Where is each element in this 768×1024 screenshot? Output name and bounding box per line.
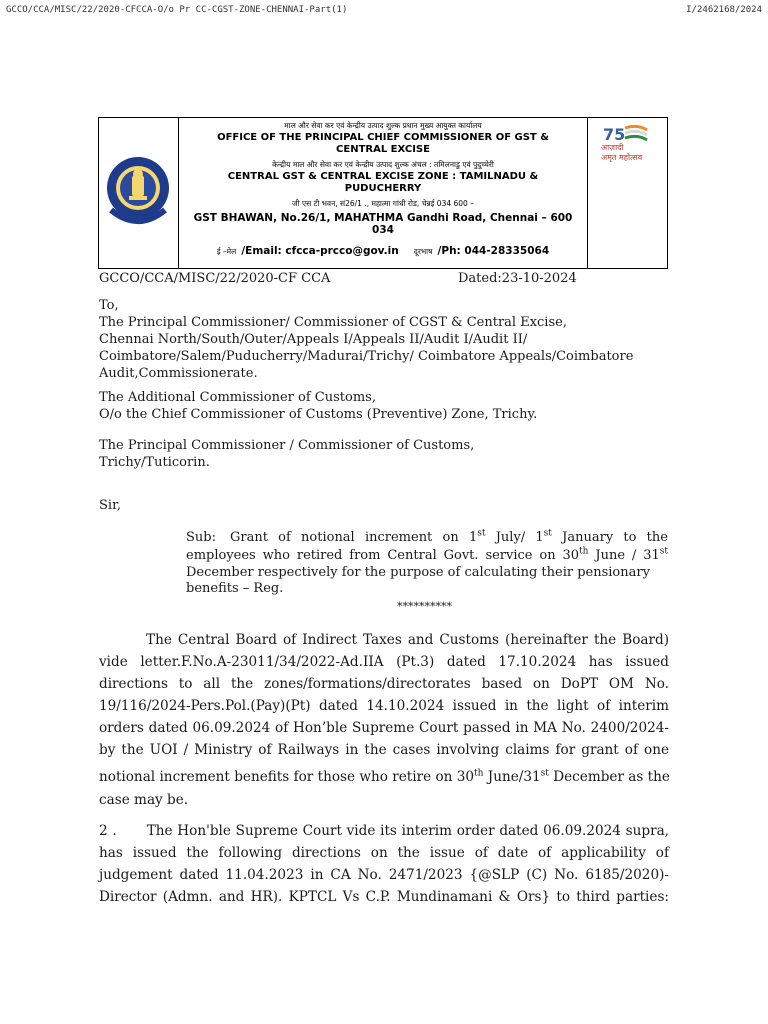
addressee-line: O/o the Chief Commissioner of Customs (Preventive) Zone, Trichy. xyxy=(99,407,538,422)
address-line2: 034 xyxy=(372,224,394,236)
subject-line-3: December respectively for the purpose of calculating their pensionary xyxy=(186,565,650,580)
address-line1: GST BHAWAN, No.26/1, MAHATHMA Gandhi Road, Chennai – 600 xyxy=(193,212,573,224)
email-hindi-label: ई –मेल xyxy=(216,247,237,256)
para2-line: has issued the following directions on the issue of date of applicability of xyxy=(99,845,669,861)
addressee-line: The Additional Commissioner of Customs, xyxy=(99,390,376,405)
addressee-block-2 xyxy=(99,389,537,423)
letterhead xyxy=(98,117,668,269)
email[interactable]: /Email: cfcca-prcco@gov.in xyxy=(241,245,399,257)
phone-hindi-label: दूरभाष xyxy=(413,247,433,256)
letterhead-text xyxy=(179,120,587,258)
department-emblem-icon xyxy=(105,148,171,234)
paragraph-2 xyxy=(99,820,669,908)
document-id: I/2462168/2024 xyxy=(686,5,762,15)
addressee-block-1 xyxy=(99,314,633,382)
para1-line: vide letter.F.No.A-23011/34/2022-Ad.IIA (Pt.3) dated 17.10.2024 has issued xyxy=(99,654,669,670)
addressee-block-3 xyxy=(99,437,474,471)
hindi-address: जी एस टी भवन, सं26/1 ., महात्मा गांधी रोड, चेन्नई 034 600 – xyxy=(292,199,474,208)
subject-line-1: Sub: Grant of notional increment on 1st July/ 1st January to the xyxy=(186,528,668,545)
para1-line: case may be. xyxy=(99,792,189,808)
para1-line: by the UOI / Ministry of Railways in the cases involving claims for grant of one xyxy=(99,742,669,758)
zone-title-line1: CENTRAL GST & CENTRAL EXCISE ZONE : TAMILNADU & xyxy=(227,171,539,182)
phone: /Ph: 044-28335064 xyxy=(437,245,550,257)
para2-line-1: 2 . The Hon'ble Supreme Court vide its interim order dated 06.09.2024 supra, xyxy=(99,823,669,839)
subject-line-4: benefits – Reg. xyxy=(186,581,284,596)
azadi-ka-amrit-mahotsav-logo xyxy=(595,122,661,162)
logo-text-1: आज़ादी xyxy=(601,143,624,152)
addressee-line: The Principal Commissioner / Commissioner of Customs, xyxy=(99,438,475,453)
para1-line: directions to all the zones/formations/directorates based on DoPT OM No. xyxy=(99,676,669,692)
office-title-line1: OFFICE OF THE PRINCIPAL CHIEF COMMISSIONER OF GST & xyxy=(217,132,549,143)
logo-number: 75 xyxy=(603,125,626,144)
addressee-line: Trichy/Tuticorin. xyxy=(99,455,210,470)
para2-line: Director (Admn. and HR). KPTCL Vs C.P. Mundinamani & Ors} to third parties: xyxy=(99,889,669,905)
contact-line xyxy=(179,239,587,258)
separator-stars: ********** xyxy=(397,600,452,613)
addressee-line: The Principal Commissioner/ Commissioner of CGST & Central Excise, xyxy=(99,315,567,330)
document-reference-header: GCCO/CCA/MISC/22/2020-CFCCA-O/o Pr CC-CGST-ZONE-CHENNAI-Part(1) xyxy=(6,5,348,15)
hindi-office-title: माल और सेवा कर एवं केन्द्रीय उत्पाद शुल्क प्रधान मुख्य आयुक्त कार्यालय xyxy=(284,121,482,130)
paragraph-1 xyxy=(99,629,669,811)
reference-number: GCCO/CCA/MISC/22/2020-CF CCA xyxy=(99,271,331,286)
para1-line: 19/116/2024-Pers.Pol.(Pay)(Pt) dated 14.10.2024 issued in the light of interim xyxy=(99,698,669,714)
letter-date: Dated:23-10-2024 xyxy=(458,271,577,286)
subject-label: Sub: xyxy=(186,530,216,545)
salutation: Sir, xyxy=(99,498,121,513)
para1-line: notional increment benefits for those who retire on 30th June/31st December as the xyxy=(99,768,670,785)
office-title-line2: CENTRAL EXCISE xyxy=(336,144,430,155)
para2-line: judgement dated 11.04.2023 in CA No. 2471/2023 {@SLP (C) No. 6185/2020)- xyxy=(99,867,669,883)
addressee-line: Chennai North/South/Outer/Appeals I/Appeals II/Audit I/Audit II/ xyxy=(99,332,528,347)
addressee-line: Coimbatore/Salem/Puducherry/Madurai/Trichy/ Coimbatore Appeals/Coimbatore xyxy=(99,349,634,364)
hindi-zone-title: केन्द्रीय माल और सेवा कर एवं केन्द्रीय उत्पाद शुल्क अंचल : तमिलनाडु एवं पुदुच्चेरी xyxy=(272,160,494,169)
paragraph-number: 2 . xyxy=(99,823,117,839)
to-label: To, xyxy=(99,298,119,313)
subject-line-2: employees who retired from Central Govt. service on 30th June / 31st xyxy=(186,546,668,563)
para1-line: orders dated 06.09.2024 of Hon’ble Supreme Court passed in MA No. 2400/2024- xyxy=(99,720,669,736)
amrit-mahotsav-icon xyxy=(595,122,661,162)
logo-text-2: अमृत महोत्सव xyxy=(601,153,643,162)
para1-line: The Central Board of Indirect Taxes and Customs (hereinafter the Board) xyxy=(146,632,669,648)
addressee-line: Audit,Commissionerate. xyxy=(99,366,258,381)
subject-block xyxy=(186,529,668,597)
zone-title-line2: PUDUCHERRY xyxy=(344,183,422,194)
